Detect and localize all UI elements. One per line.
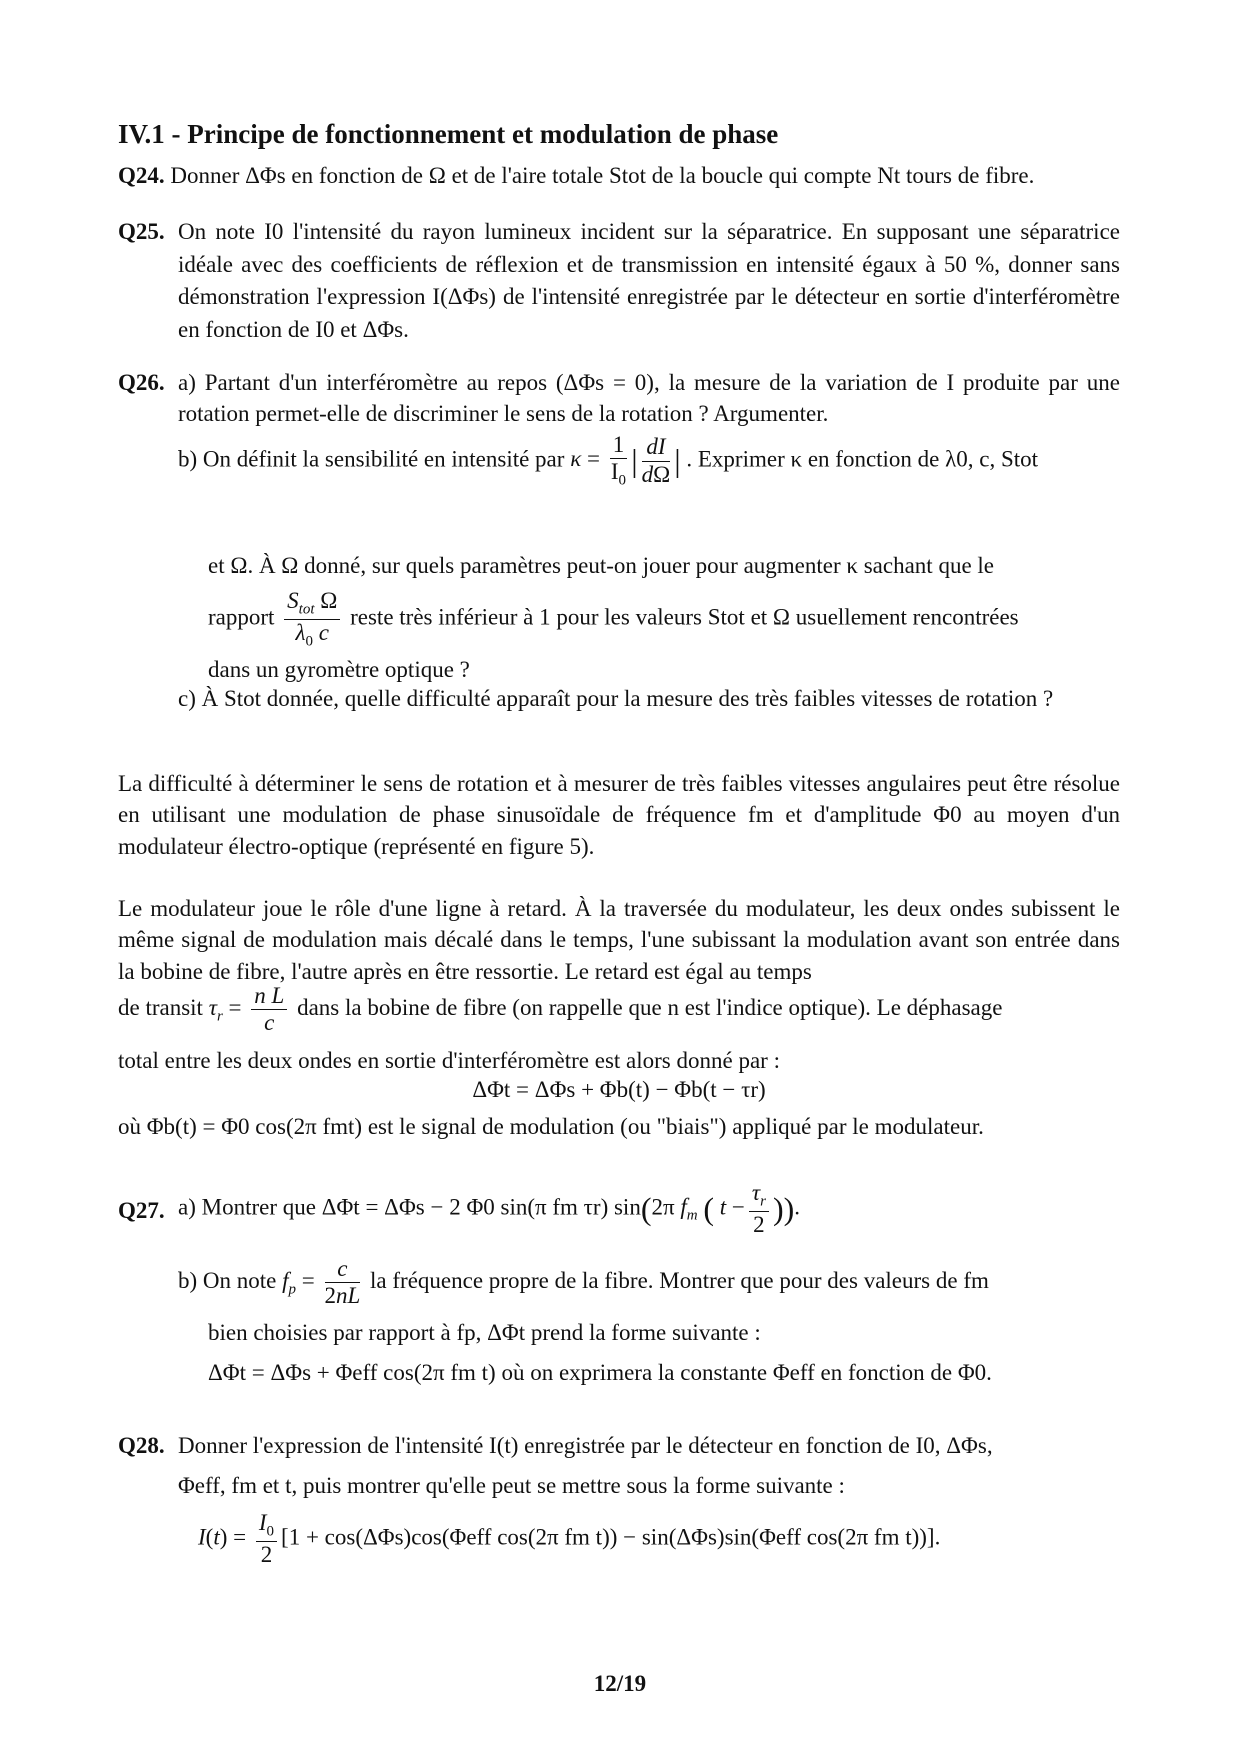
question-number: Q24. xyxy=(118,163,165,188)
paragraph-modulation: La difficulté à déterminer le sens de rotation et à mesurer de très faibles vitesses angulaires peut être résolue en utilisant une modulation de phase sinusoïdale de fréquence fm et d'amplitude Φ0 au moyen d'un modulateur électro-optique (représenté en figure 5). xyxy=(118,771,1120,859)
question-28-number: Q28. xyxy=(118,1433,165,1458)
question-25-text: On note I0 l'intensité du rayon lumineux incident sur la séparatrice. En supposant une séparatrice idéale avec des coefficients de réflexion et de transmission en intensité égaux à 50 %, donner sans démonstration l'expression I(ΔΦs) de l'intensité enregistrée par le détecteur en sortie d'interféromètre en fonction de I0 et ΔΦs. xyxy=(178,219,1120,342)
page-number: 12/19 xyxy=(593,1671,647,1696)
question-28-line1: Donner l'expression de l'intensité I(t) enregistrée par le détecteur en fonction de I0, ΔΦs, xyxy=(178,1433,993,1458)
question-26b-ratio-line: rapport $\frac{S_{tot} \Omega}{\lambda_0 c}$ reste très inférieur à 1 pour les valeurs Stot et Ω usuellement rencontrées xyxy=(208,588,1019,650)
ratio-formula: $\frac{S_{tot} \Omega}{\lambda_0 c}$ xyxy=(284,588,340,651)
question-26a: a) Partant d'un interféromètre au repos (ΔΦs = 0), la mesure de la variation de I produite par une rotation permet-elle de discriminer le sens de la rotation ? Argumenter. xyxy=(178,370,1120,427)
bias-line: où Φb(t) = Φ0 cos(2π fmt) est le signal de modulation (ou "biais") appliqué par le modulateur. xyxy=(118,1114,984,1139)
paragraph-delay-line: Le modulateur joue le rôle d'une ligne à retard. À la traversée du modulateur, les deux ondes subissent le même signal de modulation mais décalé dans le temps, l'une subissant la modulation avant son entrée dans la bobine de fibre, l'autre après en être ressortie. Le retard est égal au temps xyxy=(118,896,1120,984)
question-26b-express: . Exprimer κ en fonction de λ0, c, Stot xyxy=(686,446,1039,472)
question-28-line2: Φeff, fm et t, puis montrer qu'elle peut se mettre sous la forme suivante : xyxy=(178,1473,845,1498)
question-text: Donner ΔΦs en fonction de Ω et de l'aire totale Stot de la boucle qui compte Nt tours de fibre. xyxy=(170,163,1035,188)
tau-formula: $\tau_r$ = xyxy=(208,995,242,1025)
kappa-formula: κ = $\frac{1}{I_0}$ | $\frac{dI}{d\Omega}$ | xyxy=(570,432,681,490)
question-27b-end: ΔΦt = ΔΦs + Φeff cos(2π fm t) où on exprimera la constante Φeff en fonction de Φ0. xyxy=(208,1360,992,1385)
question-26b-intro: b) On définit la sensibilité en intensité par xyxy=(178,446,565,472)
transit-line: de transit $\tau_r$ = $\frac{\text{n L}}{c}$ dans la bobine de fibre (on rappelle que n est l'indice optique). Le déphasage xyxy=(118,983,1003,1036)
question-26b-end: dans un gyromètre optique ? xyxy=(208,657,470,682)
q27a-equation: ΔΦt = ΔΦs − 2 Φ0 sin(π fm τr) sin xyxy=(321,1194,641,1220)
question-27-number: Q27. xyxy=(118,1198,165,1223)
question-25-number: Q25. xyxy=(118,219,165,244)
intensity-equation: I(t) = $\frac{I_0}{2}$ [1 + cos(ΔΦs)cos(Φeff cos(2π fm t)) − sin(ΔΦs)sin(Φeff cos(2π fm t))]. xyxy=(198,1510,941,1567)
question-26c: c) À Stot donnée, quelle difficulté apparaît pour la mesure des très faibles vitesses de rotation ? xyxy=(178,686,1054,711)
question-27b-cont: bien choisies par rapport à fp, ΔΦt prend la forme suivante : xyxy=(208,1320,761,1345)
total-phase-line: total entre les deux ondes en sortie d'interféromètre est alors donné par : xyxy=(118,1048,780,1073)
question-24 xyxy=(118,160,1120,191)
question-26b-cont: et Ω. À Ω donné, sur quels paramètres peut-on jouer pour augmenter κ sachant que le xyxy=(208,553,994,578)
question-27a: a) Montrer que ΔΦt = ΔΦs − 2 Φ0 sin(π fm τr) sin(2π $f_m$ ( t − $\frac{\tau_r}{2}$ )). xyxy=(178,1180,801,1237)
fp-formula: $f_p$ = xyxy=(282,1268,315,1298)
question-26b-line xyxy=(178,432,1120,490)
phase-equation: ΔΦt = ΔΦs + Φb(t) − Φb(t − τr) xyxy=(472,1077,766,1102)
question-26-number: Q26. xyxy=(118,370,165,395)
question-27b: b) On note $f_p$ = $\frac{c}{2nL}$ la fréquence propre de la fibre. Montrer que pour des valeurs de fm xyxy=(178,1256,989,1309)
section-title: IV.1 - Principe de fonctionnement et modulation de phase xyxy=(118,119,779,149)
